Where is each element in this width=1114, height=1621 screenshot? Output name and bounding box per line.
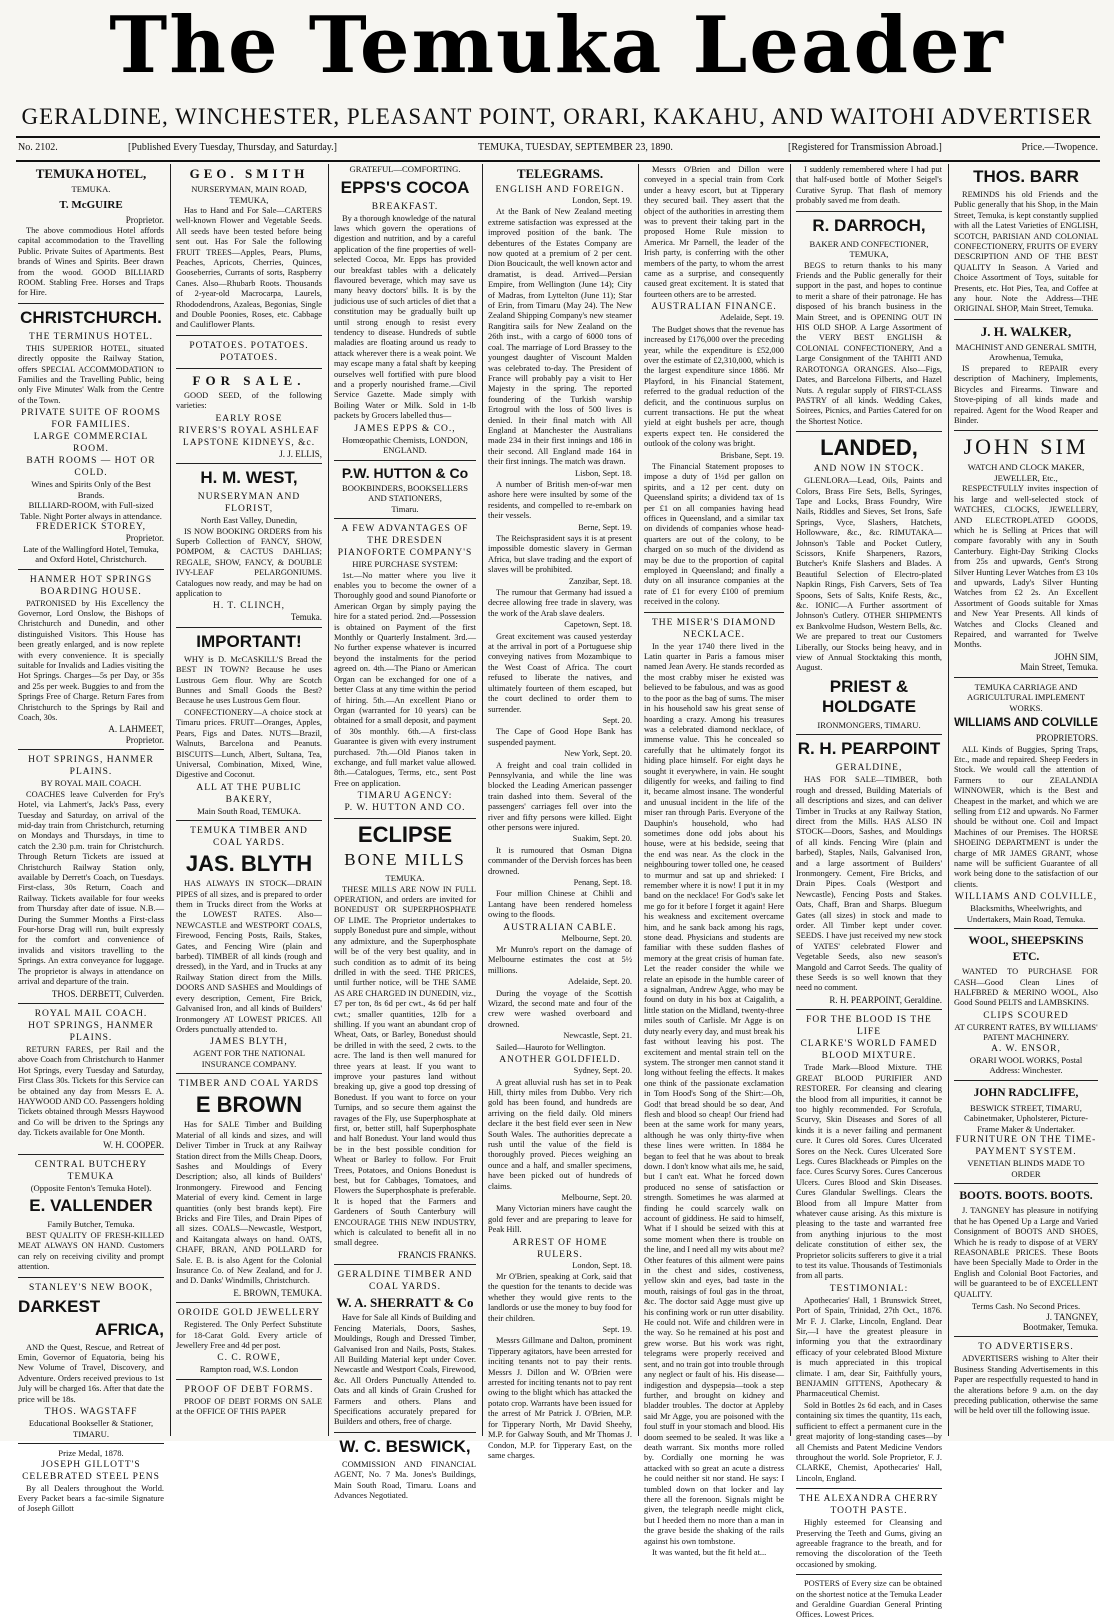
ad-body: PROOF OF DEBT FORMS ON SALE at the OFFICE OF THIS PAPER — [176, 1396, 322, 1417]
ad-subheading: TESTIMONIAL: — [829, 1283, 909, 1294]
ad-line: Cabinetmaker, Upholsterer, Picture-Frame Maker & Undertaker. — [964, 1113, 1088, 1134]
ad-heading: IMPORTANT! — [196, 631, 302, 651]
ad-body: J. TANGNEY has pleasure in notifying that he has Opened Up a Large and Varied Consignment of BOOTS AND SHOES, Which he is ready to dispose of at VERY REASONABLE PRICES. These Boots have been Specially Made to Order in the English and Colonial Boot Factories, and will be guaranteed to be of EXCELLENT QUALITY. — [954, 1206, 1098, 1299]
dateline: Suakim, Sept. 20. — [572, 834, 632, 844]
ad-heading: CENTRAL BUTCHERY — [34, 1159, 148, 1170]
dateline: Melbourne, Sept. 20. — [561, 1192, 632, 1202]
column-6 — [796, 164, 943, 1620]
infobar-rule — [16, 160, 1100, 162]
ad-body: PATRONISED by His Excellency the Governor, Lord Onslow, the Bishops of Christchurch and Dunedin, and other distinguished Visitors. This House has been greatly enlarged, and is now replete with every convenience. It is specially suitable for Invalids and Ladies visiting the Hot Springs. Charges—5s per Day, or 35s and 25s per week. Buggies to and from the Springs Free of Charge. Return Fares from Christchurch to the Springs by Rail and Coach, 30s. — [18, 598, 164, 723]
ad-heading: H. M. WEST, — [200, 468, 298, 488]
ad-heading: R. H. PEARPOINT — [797, 739, 941, 759]
ad-heading: BOOTS. BOOTS. BOOTS. — [959, 1190, 1093, 1203]
divider — [954, 928, 1098, 929]
news-paragraph: Mr O'Brien, speaking at Cork, said that the question for the tenants to decide was whether they would give rents to the landlords or use the money to buy food for their children. — [488, 1272, 632, 1323]
dateline: Zanzibar, Sept. 18. — [568, 576, 632, 586]
news-paragraph: At the Bank of New Zealand meeting extreme satisfaction was expressed at the improved position of the bank. The debentures of the Estates Company are now quoted at a premium of 2 per cent. Dion Boucicault, the well known actor and dramatist, is dead. Arrived—Persian Empire, from Wellington (June 14); City of Madras, from Lyttelton (June 11); Star of Erin, from Timaru (May 24). The New Zealand Shipping Company's new steamer Rangitira sails for New Zealand on the 26th inst., with a cargo of 6000 tons of coal. The marriage of Lord Brassey to the youngest daughter of Viscount Malden was celebrated to-day. The President of France will probably pay a visit to Her Majesty in the spring. The reported foundering of the Turkish warship Ertogroul with the loss of 500 lives is denied. In their final match with All England at Manchester the Australians made 234 in their first innings and 186 in their second. All England made 164 in their first innings. The match was drawn. — [488, 207, 632, 467]
column-divider — [638, 164, 639, 1436]
ad-body: IS prepared to REPAIR every description of Machinery, Implements, Bicycles and Firearms. Tinware and Stove-piping of all kinds made and repaired. Agent for the Wood Reaper and Binder. — [954, 363, 1098, 425]
ad-line: Wines and Spirits Only of the Best Brands. — [31, 479, 151, 500]
ad-heading: STANLEY'S NEW BOOK, — [28, 1282, 153, 1293]
divider — [334, 1264, 476, 1265]
ad-owner: W. H. COOPER. — [103, 1139, 164, 1150]
divider — [796, 1574, 942, 1575]
divider — [176, 1379, 322, 1380]
ad-heading: JAS. BLYTH — [185, 851, 313, 877]
ad-subheading: Family Butcher, Temuka. — [47, 1219, 135, 1230]
ad-body: Has for SALE Timber and Building Material of all kinds and sizes, and will Deliver Timber in Truck at any Railway Station direct from the Mills Cheap. Doors, Sashes and Mouldings of Every Description; also, all kinds of Builders' Ironmongery. Firewood and Fencing Material of every kind. Cement in large quantities (only best brands kept). Fire Bricks and Fire Tiles, and Drain Pipes of all sizes. COALS—Newcastle, Westport, and Kaitangata always on hand. OATS, CHAFF, BRAN, AND POLLARD for Sale. E. B. is also Agent for the Colonial Insurance Co. of New Zealand, and for J. and D. Danks' Windmills, Christchurch. — [176, 1120, 322, 1286]
news-paragraph: During the voyage of the Scottish Wizard, the second mate and four of the crew were washed overboard and drowned. — [488, 988, 632, 1029]
ad-owner: H. T. CLINCH, — [212, 601, 286, 612]
ad-owner: FRANCIS FRANKS. — [397, 1249, 476, 1260]
ad-subheading: HIRE PURCHASE SYSTEM: — [352, 559, 458, 570]
ad-heading: FOR SALE. — [192, 372, 306, 388]
ad-line: Educational Bookseller & Stationer, TIMARU. — [28, 1418, 154, 1439]
news-paragraph: The Cape of Good Hope Bank has suspended payment. — [488, 727, 632, 747]
divider — [18, 749, 164, 750]
ad-heading: J. H. WALKER, — [980, 323, 1072, 339]
ad-heading: PROOF OF DEBT FORMS. — [184, 1384, 314, 1395]
divider — [18, 303, 164, 304]
ad-line: Bootmaker, Temuka. — [1022, 1321, 1098, 1332]
ad-body: BEST QUALITY OF FRESH-KILLED MEAT ALWAYS ON HAND. Customers can rely on receiving civility and prompt attention. — [18, 1230, 164, 1272]
ad-body: THESE MILLS ARE NOW IN FULL OPERATION, and orders are invited for BONEDUST OR SUPERPHOSPHATE OF LIME. The Proprietor undertakes to supply Bonedust pure and simple, without any admixture, and the Superphosphate will be of the very best quality, and in such condition as to admit of its being drilled in with the seed. THE PRICES, until further notice, will be THE SAME AS ARE CHARGED IN DUNEDIN, viz., £7 per ton, 8s 6d per cwt., 4s 6d per half cwt.; smaller quantities, 12lb for a shilling. If you want an abundant crop of Wheat, Oats, or Barley, Bonedust should be drilled in with the seed, 2 cwts. to the acre. The land is then well manured for three years at least. If you want to improve your pastures land without breaking up, give a good top dressing of Bonedust. If you want to force on your Turnips, and so secure them against the ravages of the Fly, use Superphosphate at first, or, better still, half Superphosphate and half Bonedust. Your land would thus be in the best possible condition for Wheat or Barley to follow. For Fruit Trees, Potatoes, and Onions Bonedust is best, but for Cabbages, Tomatoes, and Flowers the Superphosphate is preferable. It is hoped that the Farmers and Gardeners of South Canterbury will ENCOURAGE THIS NEW INDUSTRY, which is calculated to benefit all in no small degree. — [334, 884, 476, 1248]
ad-subheading: MACHINIST AND GENERAL SMITH, Arowhenua, Temuka, — [955, 341, 1097, 363]
issue-price: Price.—Twopence. — [1021, 142, 1098, 153]
newspaper-title: The Temuka Leader — [109, 0, 1005, 91]
ad-body: By a thorough knowledge of the natural laws which govern the operations of digestion and nutrition, and by a careful application of the fine properties of well-selected Cocoa, Mr. Epps has provided our breakfast tables with a delicately flavoured beverage, which may save us many heavy doctors' bills. It is by the judicious use of such articles of diet that a constitution may be gradually built up until strong enough to resist every tendency to disease. Hundreds of subtle maladies are floating around us ready to attack wherever there is a weak point. We may escape many a fatal shaft by keeping ourselves well fortified with pure blood and a properly nourished frame.—Civil Service Gazette. Made simply with Boiling Water or Milk. Sold in 1-lb packets by Grocers labelled thus— — [334, 213, 476, 421]
ad-line: AT CURRENT RATES, BY WILLIAMS' PATENT MACHINERY. — [954, 1021, 1098, 1043]
ad-heading: HOT SPRINGS, HANMER PLAINS. — [28, 755, 154, 778]
news-paragraph: In the year 1740 there lived in the Latin quarter in Paris a famous miser named Jean Avery. He stands recorded as the most crabby miser he existed was believed to be fabulous, and was as good to the poor as the bag of sums. The miser in his household saw his great sense of hoarding a crazy. Among his treasures was a celebrated diamond necklace, of immense value. This he concealed so carefully that he ultimately forgot its hiding place himself. For eight days he sought it everywhere, in vain. He sought diligently for weeks, and failing to find it, became almost insane. The wonderful and unusual incident in the life of the miser ran through Paris. Everyone of the Dauphin's household, who had sometimes done odd jobs about his house, were at his bedside, seeing that the end was near. As the clock in the neighbouring tower tolled one, he ceased to murmur and sat up and shrieked: I remember where it is now! I put it in my band on the necklace! For God's sake let me go for it before I forget it again! Here his weakness and excitement overcame him, and he sank back among his rags, stone dead. Physicians and students are familiar with these sudden flashes of memory at the great crisis of human fate. Let the reader consider the while we relate an episode in the humble career of a signalman, Andrew Agge, who may be found on duty in his box at Caigalith, a little station on the Midland, twenty-three miles south of Carlisle. Mr Agge is on duty nearly every day, and must break his fast without leaving his post. The excitement and mental strain tell on the system. The stronger men cannot stand it long without feeling the effects. It makes one think of the passionate exclamation in Tom Hood's Song of the Shirt:—Oh, God! that bread should be so dear, And flesh and blood so cheap! Our friend had been at the same work for many years, although he was only thirty-five when these lines were written. In 1884 he began to feel that he was about to break down. I don't know what ails me, he said, but I can't eat. What he forced down produced no sense of satisfaction or strength. Sometimes he was alarmed at finding he could scarcely walk on account of giddiness. He said to himself, What if I should be seized with this at some moment when there is trouble on the line, and I need all my wits about me? Other features of this ailment were pains in the chest and sides, costiveness, yellow skin and eyes, bad taste in the mouth, raisings of foul gas in the throat, &c. The doctor said Agge must give up his confining work or run utter disability. He could not. Wife and children were in the way. So he remained at his post and grew worse. But his work was right, telegrams were properly received and sent, and no train got into trouble through any neglect or fault of his. His disease—indigestion and dyspepsia—took a step further, and brought on kidney and bladder troubles. The doctor at Appleby said Mr Agge, you are poisoned with the foul stuff in your stomach and blood. His doom seemed to be sealed. It was like a death warrant. Six months more rolled by. Cordially one morning he was attacked with so great an acute a distress he could neither sit nor stand. He says: I tumbled down on that locker and lay there all the forenoon. Signals might be given, the telegraph needle might click, but I heeded them no more than a man in the grave beside the shaking of the rails against his own tombstone. — [644, 641, 785, 1546]
news-paragraph: Many Victorian miners have caught the gold fever and are preparing to leave for Peak Hill. — [488, 1204, 632, 1235]
ad-heading: HANMER HOT SPRINGS BOARDING HOUSE. — [29, 574, 153, 597]
ad-body: AND the Quest, Rescue, and Retreat of Emin, Governor of Equatoria, being his New Volume of Travel, Discovery, and Adventure. Orders received previous to 1st July will be charged 16s. After that date the price will be 18s. — [18, 1342, 164, 1404]
ad-subheading: GERALDINE, — [835, 763, 903, 774]
ad-subheading: NURSERYMAN AND FLORIST, — [197, 492, 301, 515]
ad-heading: DARKEST — [18, 1296, 101, 1316]
divider — [796, 734, 942, 735]
section-heading: THE MISER'S DIAMOND NECKLACE. — [651, 617, 777, 640]
ad-owner: T. McGUIRE — [59, 198, 123, 211]
ad-heading: ROYAL MAIL COACH. — [34, 1008, 148, 1019]
ad-subheading: WATCH AND CLOCK MAKER, JEWELLER, Etc., — [967, 462, 1085, 483]
news-paragraph: Great excitement was caused yesterday at the arrival in port of a Portuguese ship conveying natives from Mozambique to the West Coast of Africa. The court refused to liberate the natives, and ultimately fourteen of them escaped, but the court declined to order them to surrender. — [488, 631, 632, 714]
column-7 — [954, 164, 1098, 1436]
masthead — [0, 0, 1114, 91]
news-paragraph: Sailed—Hauroto for Wellington. — [496, 1042, 606, 1052]
ad-subheading: BY ROYAL MAIL COACH. — [40, 778, 142, 789]
divider — [796, 211, 942, 212]
ad-subheading: TEMUKA — [67, 1171, 115, 1182]
ad-line: Rampton road, W.S. London — [199, 1364, 299, 1375]
divider — [954, 1183, 1098, 1184]
ad-heading: CLIPS SCOURED — [983, 1010, 1069, 1021]
ad-body: ADVERTISERS wishing to Alter their Business Standing Advertisements in this Paper are respectfully requested to hand in the alterations before 9 a.m. on the day preceding publication, otherwise the same will be held over till the following issue. — [954, 1354, 1098, 1416]
ad-heading: OROIDE GOLD JEWELLERY — [177, 1308, 321, 1319]
ad-line: Timaru. — [391, 503, 419, 514]
ad-subheading: AND NOW IN STOCK. — [813, 464, 925, 475]
dateline: Adelaide, Sept. 20. — [568, 977, 632, 987]
divider — [18, 1277, 164, 1278]
divider — [18, 1154, 164, 1155]
divider — [954, 677, 1098, 678]
divider — [954, 430, 1098, 431]
dateline: Capetown, Sept. 18. — [564, 620, 632, 630]
ad-signature: Proprietor. — [125, 533, 164, 544]
ad-body: IS NOW BOOKING ORDERS from his Superb Collection of FANCY, SHOW, POMPOM, & CACTUS DAHLIAS; REGALE, SHOW, FANCY, & DOUBLE IVY-LEAF PELARGONIUMS. Catalogues now ready, and may be had on application to — [176, 526, 322, 599]
ad-subheading: NURSERYMAN, MAIN ROAD, TEMUKA, — [191, 184, 307, 205]
dateline: Melbourne, Sept. 20. — [561, 933, 632, 943]
ad-body: ALL Kinds of Buggies, Spring Traps, Etc., made and repaired. Sheep Feeders in Stock. We would call the attention of Farmers to our ZEALANDIA WINNOWER, which is the Best and Cheapest in the market, and which we are selling from £12 and upwards. No Farmer should be without one. Coil and Impact Machines of our Premises. The HORSE SHOEING DEPARTMENT is under the charge of MR JAMES GRANT, whose name will be sufficient Guarantee of all work being done to the satisfaction of our clients. — [954, 744, 1098, 889]
news-paragraph: The Budget shows that the revenue has increased by £176,000 over the preceding year, while the expenditure is £52,000 over the estimate of £2,310,000, which is the largest expenditure since 1886. Mr Playford, in his Financial Statement, referred to the gradual reduction of the deficit, and the continuous surplus on current transactions. He put the wheat yield at eight bushels per acre, though experts expect ten. He considered the outlook of the colony was bright. — [644, 324, 784, 449]
section-heading: ANOTHER GOLDFIELD. — [499, 1055, 621, 1066]
ad-body: COACHES leave Culverden for Fry's Hotel, via Lahmert's, Jack's Pass, every Tuesday and Saturday, on arrival of the mid-day train from Christchurch, returning on Mondays and Thursdays, in time to catch the 2.30 p.m. train for Christchurch. Through Return Tickets are issued at Christchurch Railway Station only, available by Derrett's Coach, on Tuesdays. First-class, 30s Return, Coach and Railway. Tickets available for four weeks from Thursday after date of issue. N.B.—During the Summer Months a First-class Four-horse Drag will run, built expressly for the comfort and convenience of invalids and visitors travelling to the Springs. An extra conveyance for luggage. The proprietor is always in attendance on arrival and departure of the train. — [18, 789, 164, 987]
news-paragraph: It is rumoured that Osman Digna commander of the Dervish forces has been drowned. — [488, 845, 632, 876]
ad-line: Temuka. — [290, 612, 322, 623]
ad-heading: ECLIPSE — [357, 822, 453, 848]
ad-heading: P.W. HUTTON & Co — [341, 464, 469, 481]
ad-subheading: BOOKBINDERS, BOOKSELLERS AND STATIONERS, — [341, 482, 469, 504]
ad-line: VENETIAN BLINDS MADE TO ORDER — [967, 1158, 1085, 1179]
column-divider — [328, 164, 329, 1436]
ad-line: LARGE COMMERCIAL ROOM. — [33, 432, 149, 455]
registration-note: [Registered for Transmission Abroad.] — [788, 142, 942, 153]
column-4 — [488, 164, 632, 1460]
divider — [796, 1009, 942, 1010]
ad-heading: TIMBER AND COAL YARDS — [178, 1079, 320, 1090]
ad-heading: E. VALLENDER — [29, 1196, 153, 1216]
ad-owner: C. C. ROWE, — [217, 1353, 281, 1364]
ad-subheading: BAKER AND CONFECTIONER, TEMUKA, — [809, 238, 929, 260]
ad-line: BILLIARD-ROOM, with Full-sized Table. Night Porter always in attendance. — [20, 500, 162, 521]
column-3 — [334, 164, 476, 1500]
ad-body: Highly esteemed for Cleansing and Preserving the Teeth and Gums, giving an agreeable fragrance to the breath, and for removing the discoloration of the Teeth occasioned by smoking. — [796, 1518, 942, 1569]
ad-heading: LANDED, — [820, 435, 918, 461]
divider — [18, 1443, 164, 1444]
ad-owner: THOS. WAGSTAFF — [44, 1407, 138, 1418]
ad-heading: W. A. SHERRATT & Co — [336, 1295, 474, 1311]
ad-line: LAPSTONE KIDNEYS, &c. — [182, 437, 316, 448]
ad-heading: W. C. BESWICK, — [339, 1436, 471, 1456]
ad-owner: P. W. HUTTON AND CO. — [344, 803, 466, 814]
ad-body: CONFECTIONERY—A choice stock at Timaru prices. FRUIT—Oranges, Apples, Pears, Figs and Dates. NUTS—Brazil, Walnuts, Barcelona and Peanuts. BISCUITS—Lunch, Albert, Sultana, Tea, Universal, Combination, Mixed, Wine, Digestive and Coconut. — [176, 707, 322, 780]
ad-heading: TEMUKA TIMBER AND COAL YARDS. — [190, 826, 308, 849]
ad-heading: AFRICA, — [95, 1319, 164, 1339]
ad-body: WHY is D. McCASKILL'S Bread the BEST IN TOWN? Because he uses Lustrous Gem flour. Why are Scotch Bunnes and Small Goods the Best? Because he uses Lustrous Gem flour. — [176, 654, 322, 706]
issue-number: No. 2102. — [18, 142, 58, 153]
ad-body: REMINDS his old Friends and the Public generally that his Shop, in the Main Street, Temuka, is kept constantly supplied with all the Latest Varieties of ENGLISH, SCOTCH, PARISIAN AND COLONIAL CONFECTIONERY, FRUITS OF EVERY DESCRIPTION AND OF THE BEST QUALITY In Season. A Varied and Choice Assortment of Toys, suitable for Presents, etc. Hot Pies, Tea, and Coffee at any hour. Note the Address—THE ORIGINAL SHOP, Main Street, Temuka. — [954, 190, 1098, 314]
ad-body: Has to Hand and For Sale—CARTERS well-known Flower and Vegetable Seeds. All seeds have been tested before being sent out. Has For Sale the following FRUIT TREES—Apples, Pears, Plums, Peaches, Apricots, Cherries, Quinces, Gooseberries, Currants of sorts, Raspberry Canes. Also—Rhubarb Roots. Thousands of 2-year-old Macrocarpa, Laurels, Rhododendrons, Azaleas, Begonias, Single and Double Poonies, Roses, etc. Cabbage and Cauliflower Plants. — [176, 206, 322, 330]
divider — [796, 431, 942, 432]
dateline: Adelaide, Sept. 19. — [720, 313, 784, 323]
ad-heading: EPPS'S COCOA — [340, 177, 470, 197]
news-paragraph: A great alluvial rush has set in to Peak Hill, thirty miles from Dubbo. Very rich gold has been found, and hundreds are arriving on the field daily. Old miners declare it the best field ever seen in New South Wales. The authorities deprecate a rush until the value of the field is thoroughly proved. Pieces weighing an ounce and a half, and smaller specimens, have been picked out of hundreds of claims. — [488, 1077, 632, 1191]
divider — [334, 1432, 476, 1433]
dateline: London, Sept. 18. — [572, 1260, 632, 1270]
ad-heading: GERALDINE TIMBER AND COAL YARDS. — [337, 1270, 473, 1293]
ad-heading: JOSEPH GILLOTT'S CELEBRATED STEEL PENS — [22, 1459, 160, 1482]
ad-body: WANTED TO PURCHASE FOR CASH—Good Clean Lines of HALFBRED & MERINO WOOL, Also Good Sound PELTS and LAMBSKINS. — [954, 967, 1098, 1008]
news-paragraph: It was wanted, but the fit held at... — [652, 1548, 767, 1557]
ad-line: PROPRIETORS. — [1035, 733, 1098, 744]
divider — [176, 335, 322, 336]
news-paragraph: The Reichsprasident says it is at present impossible domestic slavery in German Africa, but slave trading and the export of slaves will be prohibited. — [488, 534, 632, 575]
divider — [954, 1336, 1098, 1337]
ad-line: TIMARU AGENCY: — [357, 791, 453, 802]
ad-line: EARLY ROSE — [215, 413, 283, 424]
ad-heading: TO ADVERTISERS. — [978, 1342, 1074, 1353]
divider — [176, 1073, 322, 1074]
ad-signature: Proprietor. — [125, 734, 164, 745]
ad-subheading: HOT SPRINGS, HANMER PLAINS. — [28, 1020, 154, 1043]
ad-subheading: BREAKFAST. — [371, 201, 439, 212]
column-divider — [790, 164, 791, 1436]
ad-owner: J. TANGNEY, — [1046, 1311, 1098, 1322]
ad-line: BATH ROOMS — HOT OR COLD. — [26, 456, 156, 479]
divider — [18, 569, 164, 570]
section-subheading: ENGLISH AND FOREIGN. — [495, 185, 625, 195]
ad-line: Main South Road, TEMUKA. — [197, 805, 301, 816]
ad-owner: JAMES EPPS & CO., — [354, 423, 456, 434]
dateline: London, Sept. 19. — [572, 196, 632, 205]
ad-line: (Opposite Fenton's Temuka Hotel). — [30, 1182, 152, 1193]
news-paragraph: Four million Chinese at Chihli and Lantang have been rendered homeless owing to the floods. — [488, 889, 632, 920]
section-heading: AUSTRALIAN FINANCE. — [651, 302, 777, 313]
ad-heading: TEMUKA HOTEL, — [35, 166, 147, 181]
ad-body: HAS ALWAYS IN STOCK—DRAIN PIPES of all sizes, and is prepared to order them in Trucks direct from the Works at the LOWEST RATES. Also—NEWCASTLE and WESTPORT COALS, Firewood, Fencing Posts, Rails, Stakes, Gates, and Fencing Wire (plain and barbed). TIMBER of all kinds (rough and dressed), in the Yard, and in Trucks at any Railway Station direct from the Mills. DOORS AND SASHES and Mouldings of every description, Cement, Fire Brick, Galvanised Iron, and all kinds of Builders' Ironmongery AT LOWEST PRICES. All Orders punctually attended to. — [176, 879, 322, 1034]
column-1 — [18, 164, 164, 1514]
divider — [176, 368, 322, 369]
ad-line: North East Valley, Dunedin, — [200, 515, 298, 526]
divider — [954, 1080, 1098, 1081]
ad-body: HAS FOR SALE—TIMBER, both rough and dressed, Building Materials of all descriptions and sizes, and can deliver Timber in Trucks at any Railway Station, direct from the Mills. HAS ALSO IN STOCK—Doors, Sashes, and Mouldings of all kinds. Fencing Wire (plain and barbed), Staples, Nails, Galvanised Iron, and a large assortment of Builders' Ironmongery. Cement, Fire Bricks, and Drain Pipes. Coals (Westport and Newcastle), Fencing Posts and Stakes. Oats, Chaff, Bran and Sharps. Bluegum Gates (all sizes) in stock and made to order. All Timber kept under cover. SEEDS. I have just received my new stock of YATES' celebrated Flower and Vegetable Seeds, also new season's Mangold and Carrot Seeds. The quality of these Seeds is so well known that they need no comment. — [796, 775, 942, 993]
ad-subheading: IRONMONGERS, TIMARU. — [817, 719, 921, 730]
divider — [334, 460, 476, 461]
ad-heading: E BROWN — [195, 1092, 303, 1118]
ad-body: 1st.—No matter where you live it enables you to become the owner of a Thoroughly good and sound Pianoforte or American Organ by simply paying the hire for a stated period. 2nd.—Possession is obtained on Payment of the first Monthly or Quarterly Instalment. 3rd.—No further expense whatever is incurred beyond the instalments for the period agreed on. 4th.—The Piano or American Organ can be exchanged for one of a better Class at any time within the period of hiring. 5th.—An excellent Piano or Organ (warranted for 10 years) can be obtained for a small deposit, and payment of 30s monthly. 6th.—A first-class Guarantee is given with every instrument purchased. 7th.—Old Pianos taken in exchange, and full market value allowed. 8th.—Catalogues, Terms, etc., sent Post Free on application. — [334, 570, 476, 788]
section-heading: TELEGRAMS. — [516, 166, 604, 181]
divider — [18, 1003, 164, 1004]
ad-line: ORARI WOOL WORKS, Postal Address: Winchester. — [969, 1054, 1083, 1076]
ad-line: Prize Medal, 1878. — [58, 1448, 124, 1459]
ad-line: AGENT FOR THE NATIONAL INSURANCE COMPANY. — [192, 1048, 306, 1069]
divider — [176, 463, 322, 464]
ad-body: POSTERS of Every size can be obtained on the shortest notice at the Temuka Leader and Geraldine Guardian General Printing Offices. Lowest Prices. — [796, 1579, 943, 1620]
dateline: Sept. 20. — [602, 715, 632, 725]
section-heading: ARREST OF HOME RULERS. — [512, 1237, 608, 1260]
ad-heading: WILLIAMS AND COLVILLE — [954, 717, 1098, 730]
ad-body: Have for Sale all Kinds of Building and Fencing Materials, Doors, Sashes, Mouldings, Rough and Dressed Timber, Galvanised Iron and Nails, Posts, Stakes. All Building Material kept under Cover. Newcastle and Westport Coals, Firewood, &c. All Orders Punctually Attended to. Oats and all kinds of Grain Crushed for Farmers and others. Plans and Specifications accurately prepared for Builders and others, free of charge. — [334, 1313, 476, 1427]
ad-subheading: TEMUKA. — [385, 873, 425, 884]
publication-schedule: [Published Every Tuesday, Thursday, and Saturday.] — [128, 142, 337, 153]
ad-heading: BONE MILLS — [344, 850, 466, 870]
news-paragraph: I suddenly remembered where I had put that half-used bottle of Mother Seigel's Curative Syrup. That flash of memory probably saved me from death. — [796, 165, 942, 206]
dateline: Sydney, Sept. 20. — [573, 1066, 632, 1076]
ad-owner: A. LAHMEET, — [108, 724, 164, 735]
ad-body: By all Dealers throughout the World. Every Packet bears a fac-simile Signature of Joseph Gillott — [18, 1483, 164, 1514]
divider — [176, 1302, 322, 1303]
column-divider — [170, 164, 171, 1436]
column-5 — [644, 164, 785, 1557]
dateline: Berne, Sept. 19. — [578, 522, 632, 532]
news-paragraph: Mr Munro's report on the damage of Melbourne estimates the cost at 5½ millions. — [488, 945, 632, 975]
ad-subheading: TEMUKA CARRIAGE AND AGRICULTURAL IMPLEMENT WORKS. — [966, 681, 1085, 713]
dateline: Newcastle, Sept. 21. — [563, 1031, 632, 1041]
divider — [796, 1488, 942, 1489]
ad-heading: THE ALEXANDRA CHERRY TOOTH PASTE. — [799, 1494, 939, 1517]
ad-owner: A. W. ENSOR, — [991, 1043, 1061, 1054]
ad-subheading: TEMUKA. — [71, 184, 111, 194]
ad-owner: WILLIAMS AND COLVILLE, — [954, 892, 1098, 903]
ad-line: Late of the Wallingford Hotel, Temuka, and Oxford Hotel, Christchurch. — [23, 543, 159, 565]
ad-line: Terms Cash. No Second Prices. — [971, 1301, 1081, 1311]
ad-heading: FOR THE BLOOD IS THE LIFE — [806, 1015, 932, 1038]
dateline: Sept. 19. — [602, 1325, 632, 1335]
column-divider — [482, 164, 483, 1436]
news-paragraph: A freight and coal train collided in Pennsylvania, and while the line was blocked the Leading American passenger train dashed into them. Several of the passengers' carriages fell over into the river and fifty persons were killed. Eight other persons were injured. — [488, 760, 632, 832]
dateline: Lisbon, Sept. 18. — [575, 468, 632, 478]
ad-owner: J. J. ELLIS, — [279, 448, 322, 459]
ad-owner: THOS. DERBETT, Culverden. — [51, 988, 164, 999]
divider — [334, 818, 476, 819]
ad-subheading: BESWICK STREET, TIMARU, — [970, 1102, 1082, 1113]
ad-line: RIVERS'S ROYAL ASHLEAF — [178, 425, 320, 436]
divider — [176, 820, 322, 821]
ad-body: THIS SUPERIOR HOTEL, situated directly opposite the Railway Station, offers SPECIAL ACCOMMODATION to Families and the Travelling Public, being only Five Minutes' Walk from the Centre of the Town. — [18, 343, 164, 405]
issue-date: TEMUKA, TUESDAY, SEPTEMBER 23, 1890. — [478, 142, 673, 153]
ad-subheading: GRATEFUL—COMFORTING. — [349, 164, 461, 174]
ad-heading: POTATOES. POTATOES. POTATOES. — [189, 340, 309, 363]
ad-heading: FURNITURE ON THE TIME-PAYMENT SYSTEM. — [955, 1135, 1097, 1158]
ad-owner: E. BROWN, TEMUKA. — [233, 1287, 322, 1298]
issue-info-bar — [18, 142, 1098, 158]
ad-owner: JOHN SIM, — [1054, 651, 1098, 662]
ad-body: GLENLORA—Lead, Oils, Paints and Colors, Brass Fire Sets, Bells, Syringes, Tape and Locks, Brass Foundry, Wire Nails, Riddles and Sieves, Set Irons, Safe Springs, Vyce, Slashers, Hatchets, Hollowware, &c., &c. RIMUTAKA—Johnson's Table and Pocket Cutlery, Scissors, Knife Sharpeners, Razors, Butcher's Knife Slashers and Blades. A Beautiful Selection of Electro-plated Napkin Rings, Fish Carvers, Sets of Tea Spoons, Sets of Salts, Knife Rests, &c., &c. IONIC—A Further assortment of Johnson's Cutlery. OTHER SHIPMENTS ex Bankvolme Hudson, Western Bells, &c. We are prepared to treat our Customers Liberally, our Stocks being heavy, and in view of Annual Stocktaking this month, August. — [796, 476, 942, 673]
news-paragraph: The Financial Statement proposes to impose a duty of 1½d per gallon on spirits, and a 12 per cent. duty on Queensland spirits; a dividend tax of 1s per £1 on all companies having head offices in Queensland, and a similar tax on dividends of companies whose head-quarters are out of the colony, to be charged on so much of the dividend as may be due to the proportion of capital employed in Queensland; and finally a duty on all insurance companies at the rate of £1 for every £100 of premium received in the colony. — [644, 461, 784, 607]
ad-heading: PRIEST & HOLDGATE — [821, 676, 917, 716]
ad-heading: CLARKE'S WORLD FAMED BLOOD MIXTURE. — [800, 1039, 938, 1062]
ad-body: The above commodious Hotel affords capital accommodation to the Travelling Public. Private Suites of Apartments. Best brands of Wines and Spirits. Beer drawn from the wood. GOOD BILLIARD ROOM. Stabling Free. Horses and Traps for Hire. — [18, 225, 164, 298]
ad-heading: CHRISTCHURCH. — [20, 307, 162, 327]
ad-heading: R. DARROCH, — [812, 215, 926, 235]
ad-body: Apothecaries' Hall, 1 Brunswick Street, Port of Spain, Trinidad, 27th Oct., 1876. Mr F. J. Clarke, Lincoln, England. Dear Sir,—I have the greatest pleasure in informing you that the extraordinary efficacy of your celebrated Blood Mixture is much appreciated in this tropical climate. I am, dear Sir, Faithfully yours, BENJAMIN GITTENS, Apothecary & Pharmaceutical Chemist. — [796, 1295, 942, 1399]
news-paragraph: The rumour that Germany had issued a decree allowing free trade in slavery, was the work of the Arab slave dealers. — [488, 588, 632, 618]
news-paragraph: Messrs O'Brien and Dillon were conveyed in a special train from Cork under a heavy escort, but at Tipperary they secured bail. They assert that the object of the authorities in arresting them was to prevent their taking part in the proposed Home Rule mission to America. Mr Parnell, the leader of the Irish party, is conferring with the other members of the party, to whom the arrest came as a surprise, and consequently caused great excitement. It is stated that fourteen others are to be arrested. — [644, 165, 784, 299]
ad-signature: Proprietor. — [125, 214, 164, 225]
ad-heading: JOHN SIM — [963, 434, 1089, 460]
ad-body: GOOD SEED, of the following varieties: — [176, 390, 322, 411]
ad-owner: JAMES BLYTH, — [210, 1037, 288, 1048]
column-divider — [948, 164, 949, 1436]
ad-owner: R. H. PEARPOINT, Geraldine. — [829, 994, 942, 1005]
ad-heading: GEO. SMITH — [189, 166, 309, 181]
ad-heading: A FEW ADVANTAGES OF THE DRESDEN PIANOFORTE COMPANY'S — [337, 524, 473, 559]
divider — [334, 518, 476, 519]
ad-heading: JOHN RADCLIFFE, — [973, 1086, 1079, 1099]
dateline: Penang, Sept. 18. — [573, 878, 632, 887]
column-2 — [176, 164, 322, 1436]
masthead-rule — [16, 136, 1100, 138]
ad-body: RESPECTFULLY invites inspection of his large and well-selected stock of WATCHES, CLOCKS, JEWELLERY, AND ELECTROPLATED GOODS, which he is Selling at Prices that will compare favorably with any in South Canterbury. Eight-Day Striking Clocks from 25s and upwards, Gent's Strong Silver Hunting Lever Watches from £3 10s and upwards, Lady's Silver Hunting Watches from £2 2s. An Excellent Assortment of Goods suitable for Xmas and New Year Presents. All kinds of Watches and Clocks Cleaned and Repaired, and warranted for Twelve Months. — [954, 484, 1098, 650]
ad-line: Blacksmiths, Wheelwrights, and Undertakers, Main Road, Temuka. — [966, 903, 1086, 924]
ad-owner: FREDERICK STOREY, — [35, 522, 147, 533]
news-paragraph: Messrs Gillmane and Dalton, prominent Tipperary agitators, have been arrested for inciting tenants not to pay their rents. Messrs J. Dillon and W. O'Brien were arrested for inciting tenants not to pay rent owing to the blight which has attacked the potato crop. Warrants have been issued for the arrest of Mr Patrick J. O'Brien, M.P. for Tipperary North, Mr David Sheehy, M.P. for Galway South, and Mr Thomas J. Condon, M.P. for Tipperary East, on the same charges. — [488, 1336, 632, 1460]
divider — [644, 612, 784, 613]
ad-line: Main Street, Temuka. — [1020, 662, 1098, 673]
ad-body: COMMISSION AND FINANCIAL AGENT, No. 7 Ma. Jones's Buildings, Main South Road, Timaru. Loans and Advances Negotiated. — [334, 1459, 476, 1500]
newspaper-subtitle: GERALDINE, WINCHESTER, PLEASANT POINT, ORARI, KAKAHU, AND WAITOHI ADVERTISER — [21, 104, 1093, 129]
ad-heading: ALL AT THE PUBLIC BAKERY, — [196, 782, 302, 805]
ad-heading: WOOL, SHEEPSKINS ETC. — [968, 935, 1084, 964]
ad-body: Trade Mark—Blood Mixture. THE GREAT BLOOD PURIFIER AND RESTORER. For cleansing and clearing the blood from all impurities, it cannot be too highly recommended. For Scrofula, Scurvy, Skin Diseases and Sores of all kinds it is a never failing and permanent cure. It Cures old Sores. Cures Ulcerated Sores on the Neck. Cures Ulcerated Sore Legs. Cures Blackheads or Pimples on the face. Cures Scurvy Sores. Cures Cancerous Ulcers. Cures Blood and Skin Diseases. Cures Glandular Swellings. Clears the Blood from all Impure Matter from whatever cause arising. As this mixture is pleasing to the taste and warranted free from anything injurious to the most delicate constitution of either sex, the Proprietor solicits sufferers to give it a trial to test its value. Thousands of Testimonials from all parts. — [796, 1063, 942, 1281]
ad-body: Sold in Bottles 2s 6d each, and in Cases containing six times the quantity, 11s each, sufficient to effect a permanent cure in the great majority of long-standing cases—by all Chemists and Patent Medicine Vendors throughout the world. Sole Proprietor, F. J. CLARKE, Chemist, Apothecaries' Hall, Lincoln, England. — [796, 1400, 942, 1483]
divider — [954, 319, 1098, 320]
ad-body: RETURN FARES, per Rail and the above Coach from Christchurch to Hanmer Hot Springs, every Tuesday and Saturday, First Class 30s. Tickets for this Service can be obtained any day from Messrs E. A. HAYWOOD AND CO. Passengers holding Tickets obtained through Messrs Haywood and Co will be driven to the Springs any day. Tickets available for One Month. — [18, 1044, 164, 1138]
divider — [176, 627, 322, 628]
ad-line: PRIVATE SUITE OF ROOMS FOR FAMILIES. — [21, 408, 161, 431]
ad-subheading: THE TERMINUS HOTEL. — [28, 331, 154, 342]
dateline: New York, Sept. 20. — [564, 749, 632, 759]
ad-line: Homœopathic Chemists, LONDON, ENGLAND. — [342, 434, 468, 456]
dateline: Brisbane, Sept. 19. — [720, 450, 784, 460]
ad-heading: THOS. BARR — [973, 167, 1079, 186]
ad-body: BEGS to return thanks to his many Friends and the Public generally for their support in the past, and hopes to continue to merit a share of their patronage. He has disposed of his branch business in the Main Street, and is OPENING OUT IN HIS OLD SHOP. A Large Assortment of the VERY BEST ENGLISH & COLONIAL CONFECTIONERY, And a Large Consignment of the TAHITI AND RAROTONGA ORANGES. Also—Figs, Dates, and Barcelona Filberts, and Hazel Nuts. A regular supply of FIRST-CLASS PASTRY of all kinds. Wedding Cakes, Soirees, Picnics, and Parties Catered for on the Shortest Notice. — [796, 260, 942, 426]
news-paragraph: A number of British men-of-war men ashore here were insulted by some of the residents, and compelled to re-embark on their vessels. — [488, 479, 632, 521]
section-heading: AUSTRALIAN CABLE. — [503, 922, 617, 933]
ad-body: Registered. The Only Perfect Substitute for 18-Carat Gold. Every article of Jewellery Free and 4d per post. — [176, 1320, 322, 1351]
